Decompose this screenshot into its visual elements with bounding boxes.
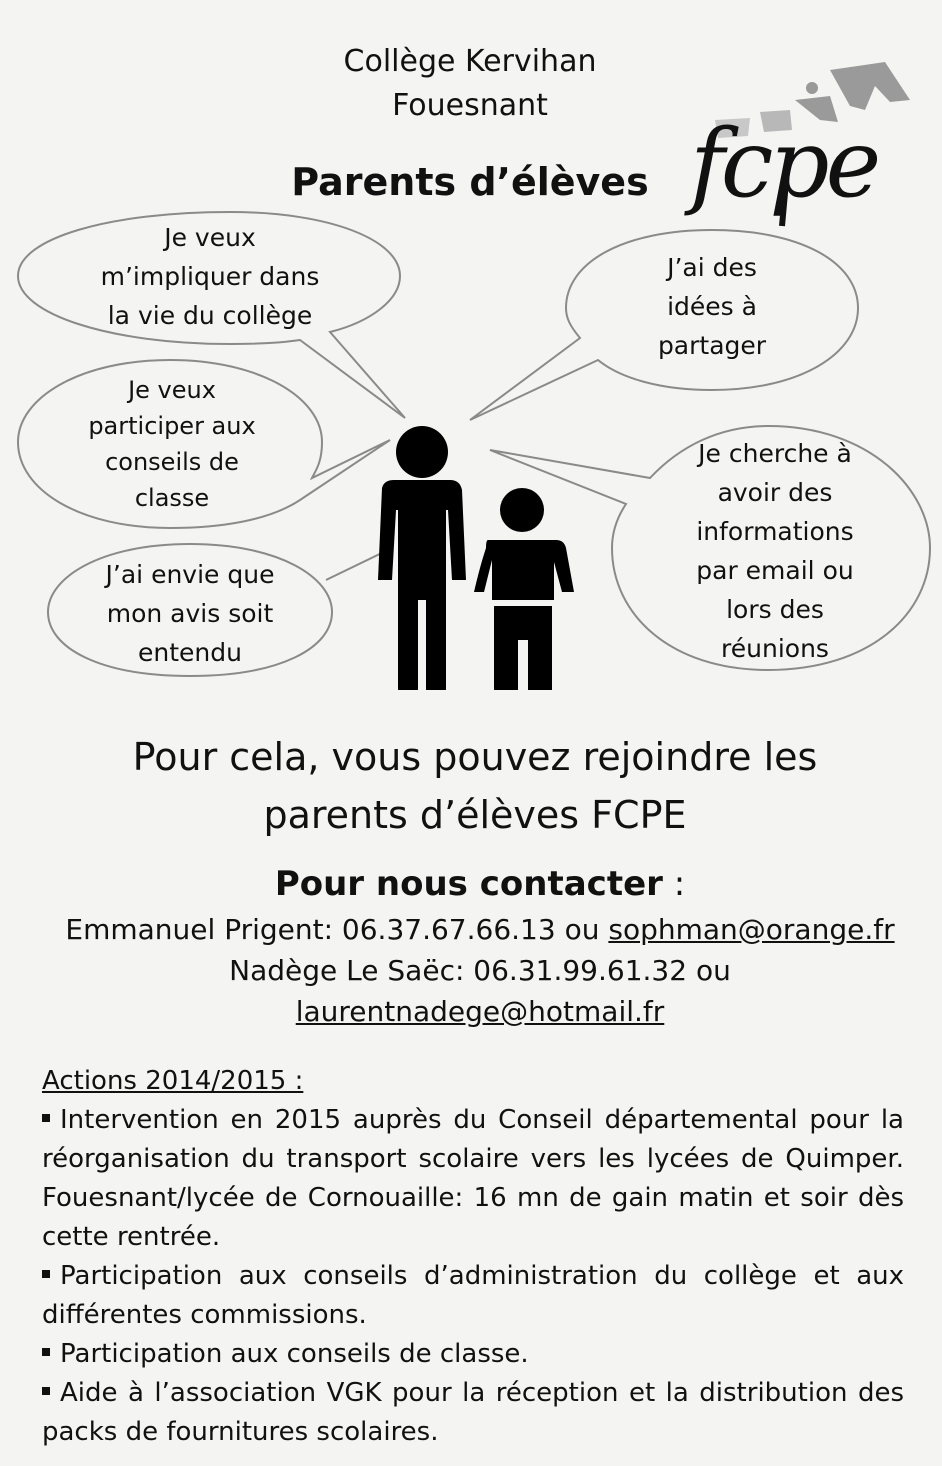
bubble-1-text <box>70 218 350 335</box>
bubble-4-text <box>660 434 890 668</box>
contact-person-2-text: Nadège Le Saëc: 06.31.99.61.32 ou <box>229 954 731 987</box>
action-item <box>42 1101 904 1257</box>
call-to-action-line1: Pour cela, vous pouvez rejoindre les <box>132 735 818 779</box>
email-link-1[interactable]: sophman@orange.fr <box>608 913 895 946</box>
bubble-1-line: m’impliquer dans <box>100 262 320 291</box>
page-title: Parents d’élèves <box>291 160 649 204</box>
bubble-2-line: partager <box>657 331 767 360</box>
bubble-4-line: avoir des <box>717 478 833 507</box>
actions-section <box>42 1062 904 1452</box>
bubble-5-line: entendu <box>138 638 242 667</box>
bubble-4-line: réunions <box>721 634 829 663</box>
fcpe-logo-text: fcpe <box>690 110 878 219</box>
contact-heading <box>200 864 760 904</box>
bubble-3-text <box>62 372 282 516</box>
action-item-text: Aide à l’association VGK pour la réception et la distribution des packs de fournitures scolaires. <box>42 1378 904 1447</box>
contact-person-2 <box>20 951 940 991</box>
parent-and-child-icon <box>378 426 574 690</box>
action-item <box>42 1257 904 1335</box>
contact-person-1-text: Emmanuel Prigent: 06.37.67.66.13 ou <box>65 913 609 946</box>
bullet-icon <box>42 1114 50 1122</box>
contact-heading-text: Pour nous contacter <box>274 864 663 904</box>
bubble-1-line: Je veux <box>164 223 256 252</box>
bubble-3-line: participer aux <box>88 412 256 440</box>
bullet-icon <box>42 1387 50 1395</box>
call-to-action <box>40 728 910 844</box>
bubble-1-line: la vie du collège <box>107 301 313 330</box>
actions-heading: Actions 2014/2015 : <box>42 1066 304 1096</box>
action-item <box>42 1374 904 1452</box>
bubble-2-line: idées à <box>667 292 757 321</box>
bubble-4-line: informations <box>696 517 854 546</box>
bubble-3-line: conseils de <box>105 448 239 476</box>
bubble-5-line: mon avis soit <box>106 599 274 628</box>
contact-person-1 <box>20 910 940 950</box>
email-link-2[interactable]: laurentnadege@hotmail.fr <box>295 995 665 1028</box>
bubble-5-line: J’ai envie que <box>105 560 275 589</box>
bubble-5-text <box>70 555 310 672</box>
contact-person-2-email-line <box>20 992 940 1032</box>
bubble-4-line: Je cherche à <box>698 439 852 468</box>
action-item <box>42 1335 904 1374</box>
call-to-action-line2: parents d’élèves FCPE <box>263 793 687 837</box>
bubble-2-text <box>612 248 812 365</box>
school-location: Fouesnant <box>392 88 548 123</box>
bubble-2-line: J’ai des <box>667 253 757 282</box>
action-item-text: Intervention en 2015 auprès du Conseil départemental pour la réorganisation du transport scolaire vers les lycées de Quimper. Fouesnant/lycée de Cornouaille: 16 mn de gain matin et soir dès cette rentrée. <box>42 1105 904 1252</box>
bullet-icon <box>42 1270 50 1278</box>
bubble-3-line: classe <box>134 484 210 512</box>
bubble-4-line: lors des <box>726 595 824 624</box>
action-item-text: Participation aux conseils de classe. <box>60 1339 529 1369</box>
contact-heading-colon: : <box>662 864 686 904</box>
action-item-text: Participation aux conseils d’administration du collège et aux différentes commissions. <box>42 1261 904 1330</box>
bullet-icon <box>42 1348 50 1356</box>
school-name-line1: Collège Kervihan <box>343 44 597 79</box>
bubble-3-line: Je veux <box>128 376 216 404</box>
bubble-4-line: par email ou <box>696 556 854 585</box>
